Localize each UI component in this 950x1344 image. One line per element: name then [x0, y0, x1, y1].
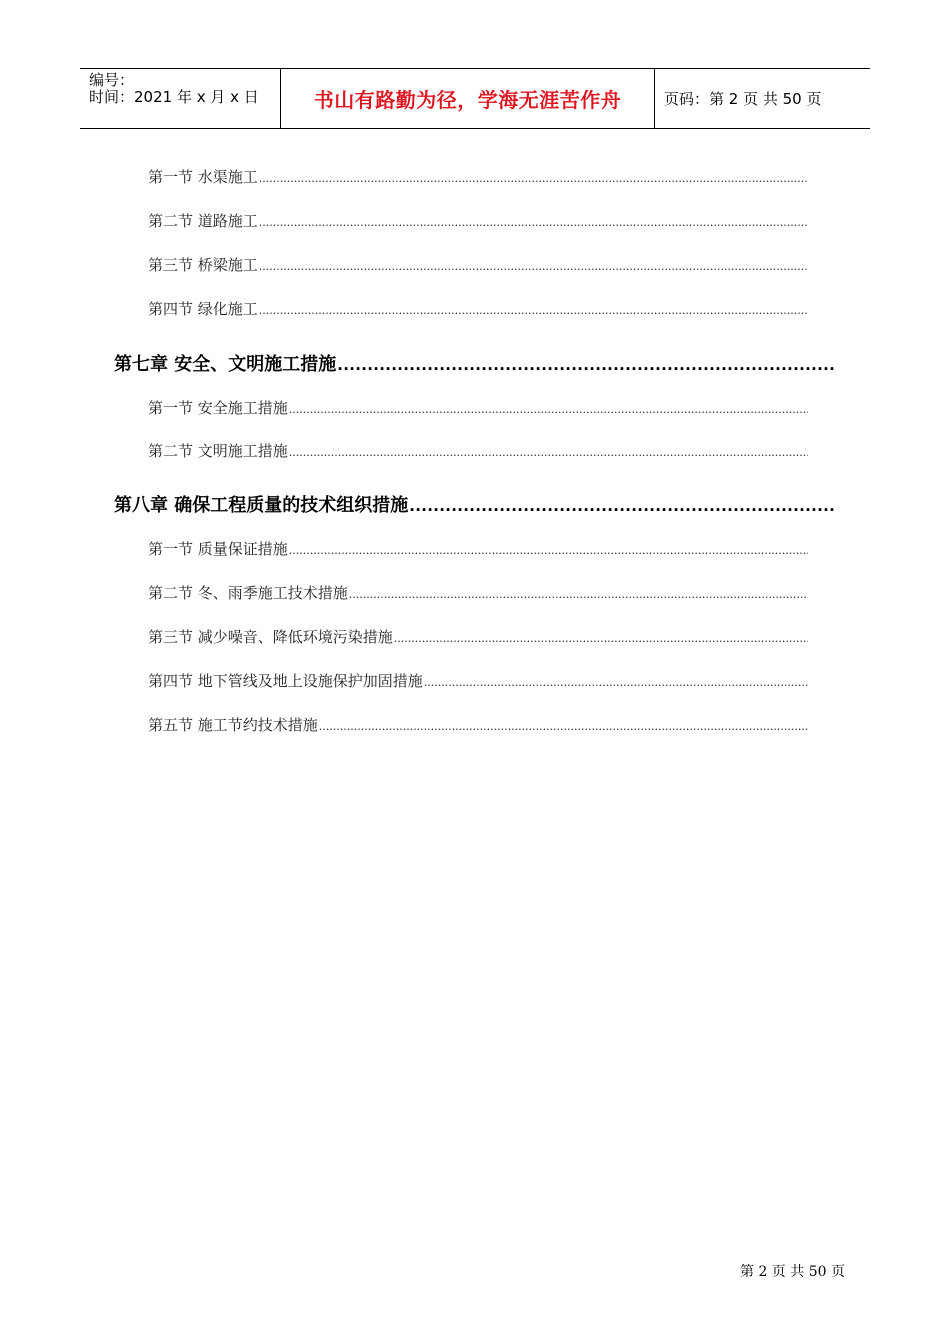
toc-entry-label: 第一节 水渠施工 [148, 168, 258, 186]
toc-entry[interactable] [148, 166, 808, 187]
header-page-info: 页码：第 2 页 共 50 页 [664, 90, 822, 108]
toc-leader-dots [349, 588, 808, 601]
toc-leader-dots [259, 304, 808, 317]
toc-entry[interactable] [148, 714, 808, 735]
toc-entry-label: 第五节 施工节约技术措施 [148, 716, 318, 734]
toc-entry-label: 第四节 绿化施工 [148, 300, 258, 318]
header-page-cell [655, 69, 870, 128]
toc-entry[interactable] [148, 397, 808, 418]
toc-leader-dots [394, 632, 808, 645]
toc-leader-dots [409, 497, 835, 515]
toc-entry-label: 第二节 冬、雨季施工技术措施 [148, 584, 348, 602]
toc-leader-dots [259, 260, 808, 273]
toc-leader-dots [259, 216, 808, 229]
toc-entry-label: 第二节 道路施工 [148, 212, 258, 230]
toc-entry-label: 第四节 地下管线及地上设施保护加固措施 [148, 672, 423, 690]
toc-chapter-entry[interactable] [114, 350, 835, 376]
toc-chapter-label: 第八章 确保工程质量的技术组织措施 [114, 495, 409, 516]
toc-leader-dots [319, 720, 808, 733]
toc-entry-label: 第三节 减少噪音、降低环境污染措施 [148, 628, 393, 646]
toc-entry-label: 第三节 桥梁施工 [148, 256, 258, 274]
toc-leader-dots [289, 403, 808, 416]
toc-entry[interactable] [148, 670, 808, 691]
toc-entry[interactable] [148, 298, 808, 319]
toc-chapter-label: 第七章 安全、文明施工措施 [114, 354, 337, 375]
toc-entry[interactable] [148, 210, 808, 231]
toc-leader-dots [259, 172, 808, 185]
toc-leader-dots [289, 446, 808, 459]
toc-entry-label: 第一节 安全施工措施 [148, 399, 288, 417]
toc-entry[interactable] [148, 626, 808, 647]
toc-entry-label: 第二节 文明施工措施 [148, 442, 288, 460]
toc-leader-dots [424, 676, 808, 689]
header-motto-cell [281, 69, 655, 128]
header-time-label: 时间：2021 年 x 月 x 日 [89, 88, 259, 106]
page-header [80, 68, 870, 129]
toc-entry[interactable] [148, 254, 808, 275]
toc-leader-dots [289, 544, 808, 557]
page-footer: 第 2 页 共 50 页 [740, 1264, 845, 1280]
header-motto: 书山有路勤为径，学海无涯苦作舟 [313, 88, 622, 112]
header-number-label: 编号： [89, 71, 135, 89]
toc-chapter-entry[interactable] [114, 491, 835, 517]
toc-entry[interactable] [148, 440, 808, 461]
toc-entry-label: 第一节 质量保证措施 [148, 540, 288, 558]
toc-entry[interactable] [148, 538, 808, 559]
header-meta-cell [80, 69, 281, 128]
toc-leader-dots [337, 356, 835, 374]
toc-entry[interactable] [148, 582, 808, 603]
